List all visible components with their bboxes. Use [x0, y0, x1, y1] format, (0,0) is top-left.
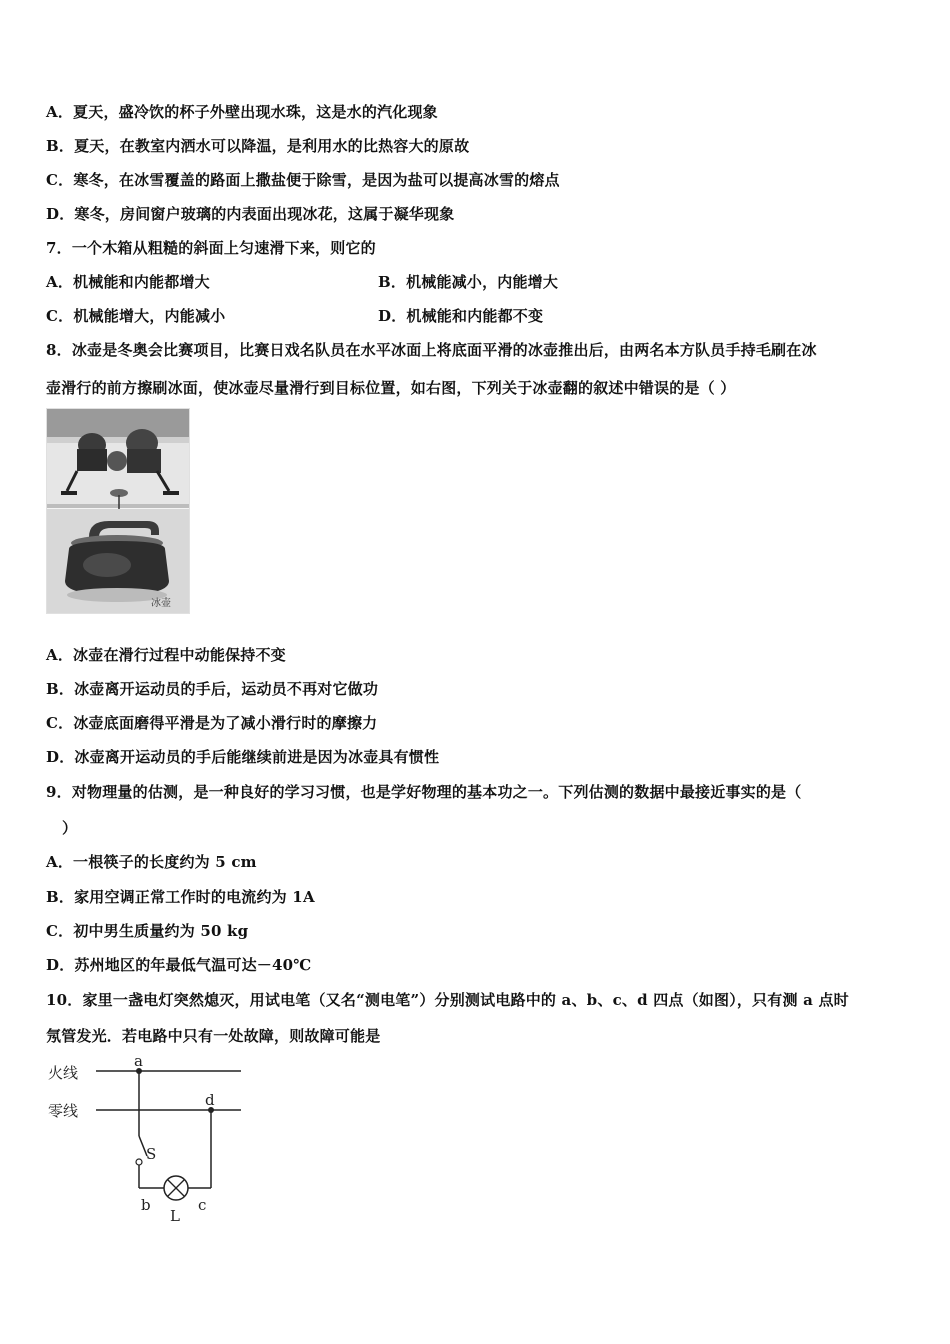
- q6-option-d: D．寒冬，房间窗户玻璃的内表面出现冰花，这属于凝华现象: [46, 205, 455, 223]
- q7-option-b: B．机械能减小，内能增大: [378, 273, 559, 291]
- q8-option-b: B．冰壶离开运动员的手后，运动员不再对它做功: [46, 680, 379, 698]
- live-wire-label: 火线: [48, 1064, 79, 1082]
- switch-label: S: [146, 1145, 157, 1163]
- q8-stem-line1: 8．冰壶是冬奥会比赛项目，比赛日戏名队员在水平冰面上将底面平滑的冰壶推出后，由两名本方队员手持毛刷在冰: [46, 341, 817, 359]
- neutral-wire-label: 零线: [48, 1102, 79, 1120]
- point-b-label: b: [141, 1196, 151, 1214]
- q7-option-c: C．机械能增大，内能减小: [46, 307, 226, 325]
- q9-stem-line2: ）: [62, 819, 78, 837]
- circuit-diagram: [46, 1058, 256, 1233]
- q7-option-d: D．机械能和内能都不变: [378, 307, 544, 325]
- q10-stem-line2: 氖管发光．若电路中只有一处故障，则故障可能是: [46, 1027, 381, 1045]
- q8-stem-line2: 壶滑行的前方擦刷冰面，使冰壶尽量滑行到目标位置，如右图，下列关于冰壶翻的叙述中错误的是（ ）: [46, 379, 736, 397]
- q6-option-a: A．夏天，盛冷饮的杯子外壁出现水珠，这是水的汽化现象: [46, 103, 438, 121]
- photo-caption: 冰壶: [151, 598, 171, 609]
- q8-option-c: C．冰壶底面磨得平滑是为了减小滑行时的摩擦力: [46, 714, 378, 732]
- point-c-label: c: [198, 1196, 207, 1214]
- q9-option-b: B．家用空调正常工作时的电流约为 1A: [46, 888, 315, 906]
- q9-option-a: A．一根筷子的长度约为 5 cm: [46, 853, 257, 871]
- q7-stem: 7．一个木箱从粗糙的斜面上匀速滑下来，则它的: [46, 239, 376, 257]
- q8-option-a: A．冰壶在滑行过程中动能保持不变: [46, 646, 286, 664]
- lamp-label: L: [170, 1207, 180, 1225]
- curling-photo: [46, 408, 190, 614]
- q9-stem-line1: 9．对物理量的估测，是一种良好的学习习惯，也是学好物理的基本功之一。下列估测的数据中最接近事实的是（: [46, 783, 802, 801]
- q9-option-d: D．苏州地区的年最低气温可达－40℃: [46, 956, 312, 974]
- curling-illustration: [47, 409, 189, 613]
- q7-option-a: A．机械能和内能都增大: [46, 273, 210, 291]
- point-d-label: d: [205, 1091, 215, 1109]
- q8-option-d: D．冰壶离开运动员的手后能继续前进是因为冰壶具有惯性: [46, 748, 440, 766]
- q10-stem-line1: 10．家里一盏电灯突然熄灭，用试电笔（又名“测电笔”）分别测试电路中的 a、b、c、d 四点（如图），只有测 a 点时: [46, 991, 849, 1009]
- q9-option-c: C．初中男生质量约为 50 kg: [46, 922, 249, 940]
- q6-option-c: C．寒冬，在冰雪覆盖的路面上撒盐便于除雪，是因为盐可以提高冰雪的熔点: [46, 171, 560, 189]
- q6-option-b: B．夏天，在教室内洒水可以降温，是利用水的比热容大的原故: [46, 137, 470, 155]
- switch-contact: [136, 1159, 142, 1165]
- point-a-label: a: [134, 1058, 143, 1070]
